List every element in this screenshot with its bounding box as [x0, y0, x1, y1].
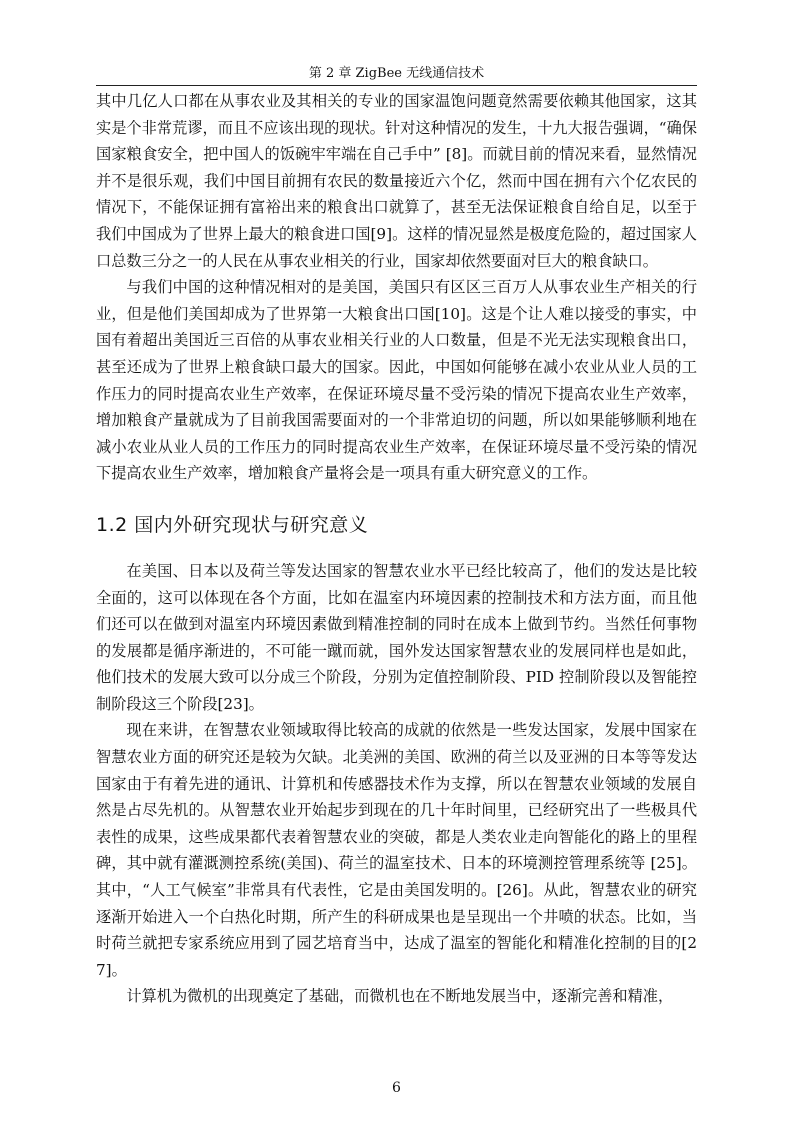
body-text: [96, 88, 697, 1010]
page-number: 6: [392, 1080, 401, 1096]
paragraph: 其中几亿人口都在从事农业及其相关的专业的国家温饱问题竟然需要依赖其他国家，这其实是个非常荒谬，而且不应该出现的现状。针对这种情况的发生，十九大报告强调，“确保国家粮食安全，把中国人的饭碗牢牢端在自己手中” [8]。而就目前的情况来看，显然情况并不是很乐观，我们中国目前拥有农民的数量接近六个亿，然而中国在拥有六个亿农民的情况下，不能保证拥有富裕出来的粮食出口就算了，甚至无法保证粮食自给自足，以至于我们中国成为了世界上最大的粮食进口国[9]。这样的情况显然是极度危险的，超过国家人口总数三分之一的人民在从事农业相关的行业，国家却依然要面对巨大的粮食缺口。: [96, 92, 697, 270]
paragraph: 与我们中国的这种情况相对的是美国，美国只有区区三百万人从事农业生产相关的行业，但是他们美国却成为了世界第一大粮食出口国[10]。这是个让人难以接受的事实，中国有着超出美国近三百倍的从事农业相关行业的人口数量，但是不光无法实现粮食出口，甚至还成为了世界上粮食缺口最大的国家。因此，中国如何能够在减小农业从业人员的工作压力的同时提高农业生产效率，在保证环境尽量不受污染的情况下提高农业生产效率，增加粮食产量就成为了目前我国需要面对的一个非常迫切的问题，所以如果能够顺利地在减小农业从业人员的工作压力的同时提高农业生产效率，在保证环境尽量不受污染的情况下提高农业生产效率，增加粮食产量将会是一项具有重大研究意义的工作。: [96, 278, 697, 483]
running-header: 第 2 章 ZigBee 无线通信技术: [308, 66, 485, 81]
header-rule: [96, 85, 697, 86]
paragraph: 现在来讲，在智慧农业领域取得比较高的成就的依然是一些发达国家，发展中国家在智慧农业方面的研究还是较为欠缺。北美洲的美国、欧洲的荷兰以及亚洲的日本等等发达国家由于有着先进的通讯、计算机和传感器技术作为支撑，所以在智慧农业领域的发展自然是占尽先机的。从智慧农业开始起步到现在的几十年时间里，已经研究出了一些极具代表性的成果，这些成果都代表着智慧农业的突破，都是人类农业走向智能化的路上的里程碑，其中就有灌溉测控系统(美国)、荷兰的温室技术、日本的环境测控管理系统等 [25]。其中，“人工气候室”非常具有代表性，它是由美国发明的。[26]。从此，智慧农业的研究逐渐开始进入一个白热化时期，所产生的科研成果也是呈现出一个井喷的状态。比如，当时荷兰就把专家系统应用到了园艺培育当中，达成了温室的智能化和精准化控制的目的[27]。: [96, 721, 697, 979]
paragraph: 计算机为微机的出现奠定了基础，而微机也在不断地发展当中，逐渐完善和精准，: [126, 987, 674, 1006]
paragraph: 在美国、日本以及荷兰等发达国家的智慧农业水平已经比较高了，他们的发达是比较全面的，这可以体现在各个方面，比如在温室内环境因素的控制技术和方法方面，而且他们还可以在做到对温室内环境因素做到精准控制的同时在成本上做到节约。当然任何事物的发展都是循序渐进的，不可能一蹴而就，国外发达国家智慧农业的发展同样也是如此，他们技术的发展大致可以分成三个阶段，分别为定值控制阶段、PID 控制阶段以及智能控制阶段这三个阶段[23]。: [96, 561, 697, 713]
section-heading: 1.2 国内外研究现状与研究意义: [96, 513, 369, 536]
